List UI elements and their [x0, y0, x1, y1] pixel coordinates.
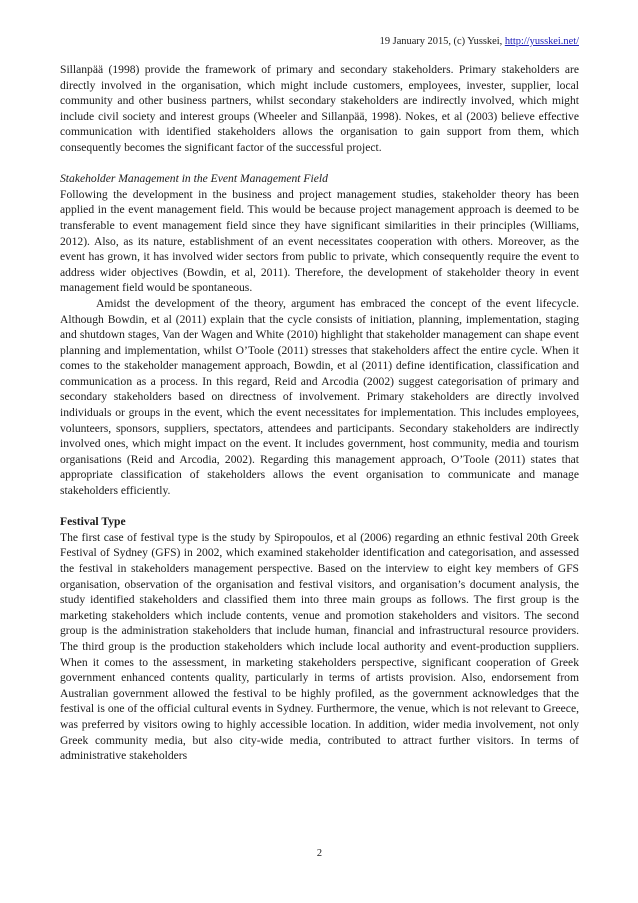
paragraph-event-management-theory: Following the development in the business and project management studies, stakeholder theory has been applied in the event management field. This would be because project management approach is deemed to be transferable to event management field since they have significant similarities in their principles (Williams, 2012). Also, as its nature, establishment of an event necessitates cooperation with others. Moreover, as the event has grown, it has involved wider sectors from public to private, which consequently require the event to address wider objectives (Bowdin, et al, 2011). Therefore, the development of stakeholder theory in event management field would be spontaneous.: [60, 187, 579, 295]
paragraph-stakeholder-framework: Sillanpää (1998) provide the framework of primary and secondary stakeholders. Primary stakeholders are directly involved in the organisation, which might include customers, employees, invester, supplier, local community and other business partners, whilst secondary stakeholders are indirectly involved, which might include civil society and interest groups (Wheeler and Sillanpää, 1998). Nokes, et al (2003) believe effective communication with identified stakeholders allows the organisation to gain support from them, which consequently becomes the significant factor of the successful project.: [60, 63, 579, 154]
heading-festival-type: Festival Type: [60, 515, 126, 529]
header-link[interactable]: http://yusskei.net/: [504, 36, 579, 47]
paragraph-event-lifecycle: Amidst the development of the theory, argument has embraced the concept of the event lifecycle. Although Bowdin, et al (2011) explain that the cycle consists of initiation, planning, implementation, staging and shutdown stages, Van der Wagen and White (2010) highlight that stakeholder management can shape event planning and implementation, whilst O’Toole (2011) stresses that stakeholders affect the entire cycle. When it comes to the stakeholder management approach, Bowdin, et al (2011) define identification, classification and communication as a process. In this regard, Reid and Arcodia (2002) suggest categorisation of primary and secondary stakeholders based on directness of involvement. Primary stakeholders are directly involved individuals or groups in the event, which the event necessitates for implementation. This includes employees, volunteers, sponsors, suppliers, spectators, attendees and participants. Secondary stakeholders are indirectly involved ones, which might impact on the event. It includes government, host community, media and tourism organisations (Reid and Arcodia, 2002). Regarding this management approach, O’Toole (2011) states that appropriate classification of stakeholders allows the event organisation to communicate and manage stakeholders efficiently.: [60, 296, 579, 498]
page-number: 2: [316, 848, 323, 859]
page-header: [60, 35, 579, 48]
document-body: [60, 62, 579, 764]
subheading-event-management: Stakeholder Management in the Event Management Field: [60, 172, 328, 186]
header-date-copyright: 19 January 2015, (c) Yusskei,: [379, 36, 505, 47]
paragraph-festival-case: The first case of festival type is the study by Spiropoulos, et al (2006) regarding an ethnic festival 20th Greek Festival of Sydney (GFS) in 2002, which examined stakeholder identification and categorisation, and assessed the festival in stakeholders management perspective. Based on the interview to eight key members of GFS organisation, observation of the organisation and festival visitors, and organisation’s document analysis, the study identified stakeholders and classified them into three main groups as follows. The first group is the marketing stakeholders which include contents, venue and promotion stakeholders and visitors. The second group is the administration stakeholders that include human, financial and infrastructural resource providers. The third group is the production stakeholders which include local authority and event-production suppliers. When it comes to the assessment, in marketing stakeholders perspective, significant cooperation of Greek government enhanced contents quality, particularly in terms of artists provision. Also, endorsement from Australian government allowed the festival to be highly profiled, as the government acknowledges that the festival is one of the official cultural events in Sydney. Furthermore, the venue, which is not relevant to Greece, was preferred by visitors owing to highly accessible location. In addition, wider media involvement, not only Greek community media, but also city-wide media, contributed to attract further visitors. In terms of administrative stakeholders: [60, 530, 579, 763]
